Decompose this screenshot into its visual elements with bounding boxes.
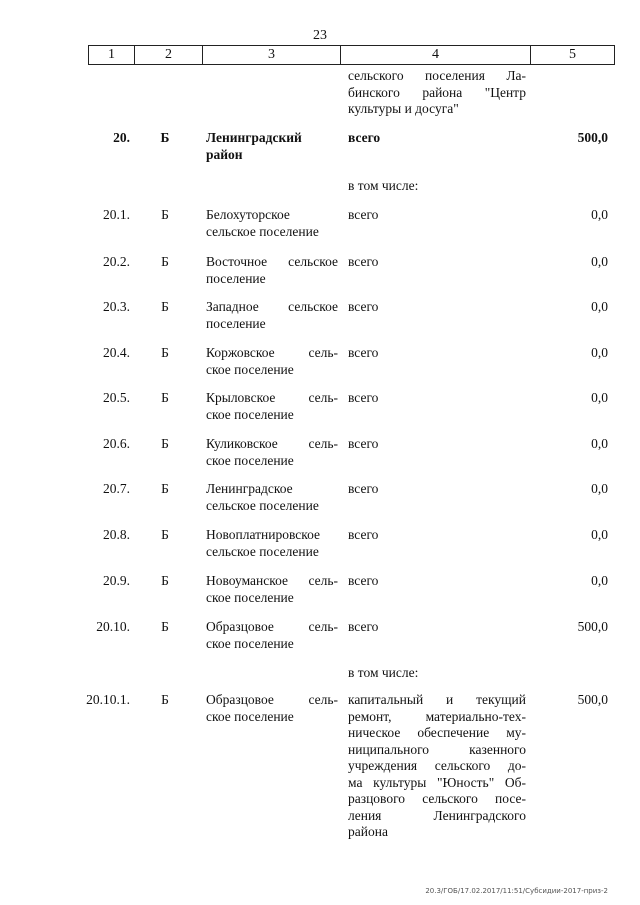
row-description-line: всего <box>348 390 379 405</box>
row-description <box>348 692 526 841</box>
row-number: 20.3. <box>103 299 130 314</box>
row-amount: 500,0 <box>577 619 608 634</box>
column-header-4: 4 <box>341 46 531 65</box>
row-name <box>206 481 338 514</box>
footer-stamp: 20.3/ГОБ/17.02.2017/11:51/Субсидии-2017-приз-2 <box>425 887 608 895</box>
row-description-line: в том числе: <box>348 665 419 680</box>
row-category: Б <box>160 130 170 145</box>
row-name-line: сельское поселение <box>206 543 319 559</box>
row-description-line: в том числе: <box>348 178 419 193</box>
row-description-line: ма культуры "Юность" Об- <box>348 774 526 790</box>
row-name-line: Западное сельское <box>206 299 338 314</box>
row-category: Б <box>161 254 169 269</box>
row-name <box>206 254 338 287</box>
row-category: Б <box>161 207 169 222</box>
column-header-3: 3 <box>203 46 341 65</box>
row-number: 20.5. <box>103 390 130 405</box>
row-description-line: ниципального казенного <box>348 741 526 757</box>
row-name-line: Белохуторское <box>206 207 290 222</box>
row-description-line: всего <box>348 573 379 588</box>
continuation-line: бинского района "Центр <box>348 84 526 100</box>
row-number: 20. <box>113 130 130 145</box>
row-description-line: всего <box>348 345 379 360</box>
row-number: 20.6. <box>103 436 130 451</box>
row-name-line: сельское поселение <box>206 497 319 513</box>
column-header-2: 2 <box>135 46 203 65</box>
row-name-line: ское поселение <box>206 708 294 724</box>
row-number: 20.10. <box>96 619 130 634</box>
row-description-line: всего <box>348 254 379 269</box>
row-description <box>348 573 526 590</box>
row-name-line: Ленинградское <box>206 481 293 496</box>
row-number: 20.7. <box>103 481 130 496</box>
row-name-line: Новоуманское сель- <box>206 573 338 588</box>
page-number: 23 <box>313 28 327 43</box>
row-name <box>206 619 338 652</box>
row-description-line: всего <box>348 481 379 496</box>
row-name <box>206 130 338 163</box>
row-description-line: капитальный и текущий <box>348 692 526 707</box>
row-name-line: Новоплатнировское <box>206 527 321 542</box>
row-category: Б <box>161 481 169 496</box>
row-description <box>348 299 526 316</box>
row-number: 20.10.1. <box>86 692 130 707</box>
row-name-line: Коржовское сель- <box>206 345 338 360</box>
row-name <box>206 390 338 423</box>
row-description-line: всего <box>348 130 381 145</box>
row-amount: 500,0 <box>577 692 608 707</box>
row-description-line: учреждения сельского до- <box>348 758 526 773</box>
continuation-line: сельского поселения Ла- <box>348 68 526 83</box>
row-description <box>348 130 526 147</box>
row-amount: 0,0 <box>591 527 608 542</box>
row-name-line: поселение <box>206 315 266 331</box>
row-name-line: ское поселение <box>206 635 294 651</box>
row-description-line: всего <box>348 207 379 222</box>
row-description <box>348 345 526 362</box>
row-description <box>348 207 526 224</box>
column-header-5: 5 <box>531 46 615 65</box>
column-header-1: 1 <box>89 46 135 65</box>
row-amount: 500,0 <box>577 130 608 145</box>
row-description-line: всего <box>348 619 379 634</box>
row-description <box>348 390 526 407</box>
row-number: 20.9. <box>103 573 130 588</box>
row-description-line: всего <box>348 299 379 314</box>
row-name <box>206 573 338 606</box>
row-description <box>348 254 526 271</box>
row-name-line: Образцовое сель- <box>206 692 338 707</box>
row-name-line: сельское поселение <box>206 223 319 239</box>
row-category: Б <box>161 692 169 707</box>
row-name-line: ское поселение <box>206 452 294 468</box>
row-category: Б <box>161 345 169 360</box>
row-amount: 0,0 <box>591 481 608 496</box>
row-description-line: ления Ленинградского <box>348 807 526 823</box>
row-name <box>206 299 338 332</box>
row-name-line: ское поселение <box>206 406 294 422</box>
row-name-line: Куликовское сель- <box>206 436 338 451</box>
row-description <box>348 619 526 636</box>
row-amount: 0,0 <box>591 436 608 451</box>
row-name <box>206 692 338 725</box>
row-amount: 0,0 <box>591 390 608 405</box>
row-name-line: ское поселение <box>206 589 294 605</box>
row-description <box>348 178 526 195</box>
row-amount: 0,0 <box>591 573 608 588</box>
row-name-line: Ленинградский <box>206 130 302 145</box>
row-amount: 0,0 <box>591 207 608 222</box>
row-category: Б <box>161 619 169 634</box>
row-name-line: ское поселение <box>206 361 294 377</box>
row-amount: 0,0 <box>591 254 608 269</box>
row-name-line: поселение <box>206 270 266 286</box>
row-description-line: ремонт, материально-тех- <box>348 708 526 724</box>
row-name-line: Крыловское сель- <box>206 390 338 405</box>
row-name <box>206 345 338 378</box>
row-description-line: района <box>348 824 388 839</box>
row-category: Б <box>161 299 169 314</box>
row-category: Б <box>161 527 169 542</box>
row-amount: 0,0 <box>591 345 608 360</box>
row-description <box>348 527 526 544</box>
continuation-line: культуры и досуга" <box>348 101 459 116</box>
row-number: 20.4. <box>103 345 130 360</box>
row-name <box>206 527 338 560</box>
row-number: 20.1. <box>103 207 130 222</box>
row-category: Б <box>161 436 169 451</box>
row-number: 20.8. <box>103 527 130 542</box>
row-description-line: разцового сельского посе- <box>348 791 526 806</box>
row-number: 20.2. <box>103 254 130 269</box>
row-category: Б <box>161 390 169 405</box>
row-name <box>206 207 338 240</box>
row-description <box>348 665 526 682</box>
row-name-line: район <box>206 146 243 162</box>
row-description-line: ническое обеспечение му- <box>348 725 526 740</box>
row-amount: 0,0 <box>591 299 608 314</box>
row-description-line: всего <box>348 436 379 451</box>
row-description <box>348 436 526 453</box>
row-name-line: Восточное сельское <box>206 254 338 269</box>
row-name <box>206 436 338 469</box>
continuation-description <box>348 68 526 118</box>
row-category: Б <box>161 573 169 588</box>
row-description-line: всего <box>348 527 379 542</box>
row-description <box>348 481 526 498</box>
row-name-line: Образцовое сель- <box>206 619 338 634</box>
